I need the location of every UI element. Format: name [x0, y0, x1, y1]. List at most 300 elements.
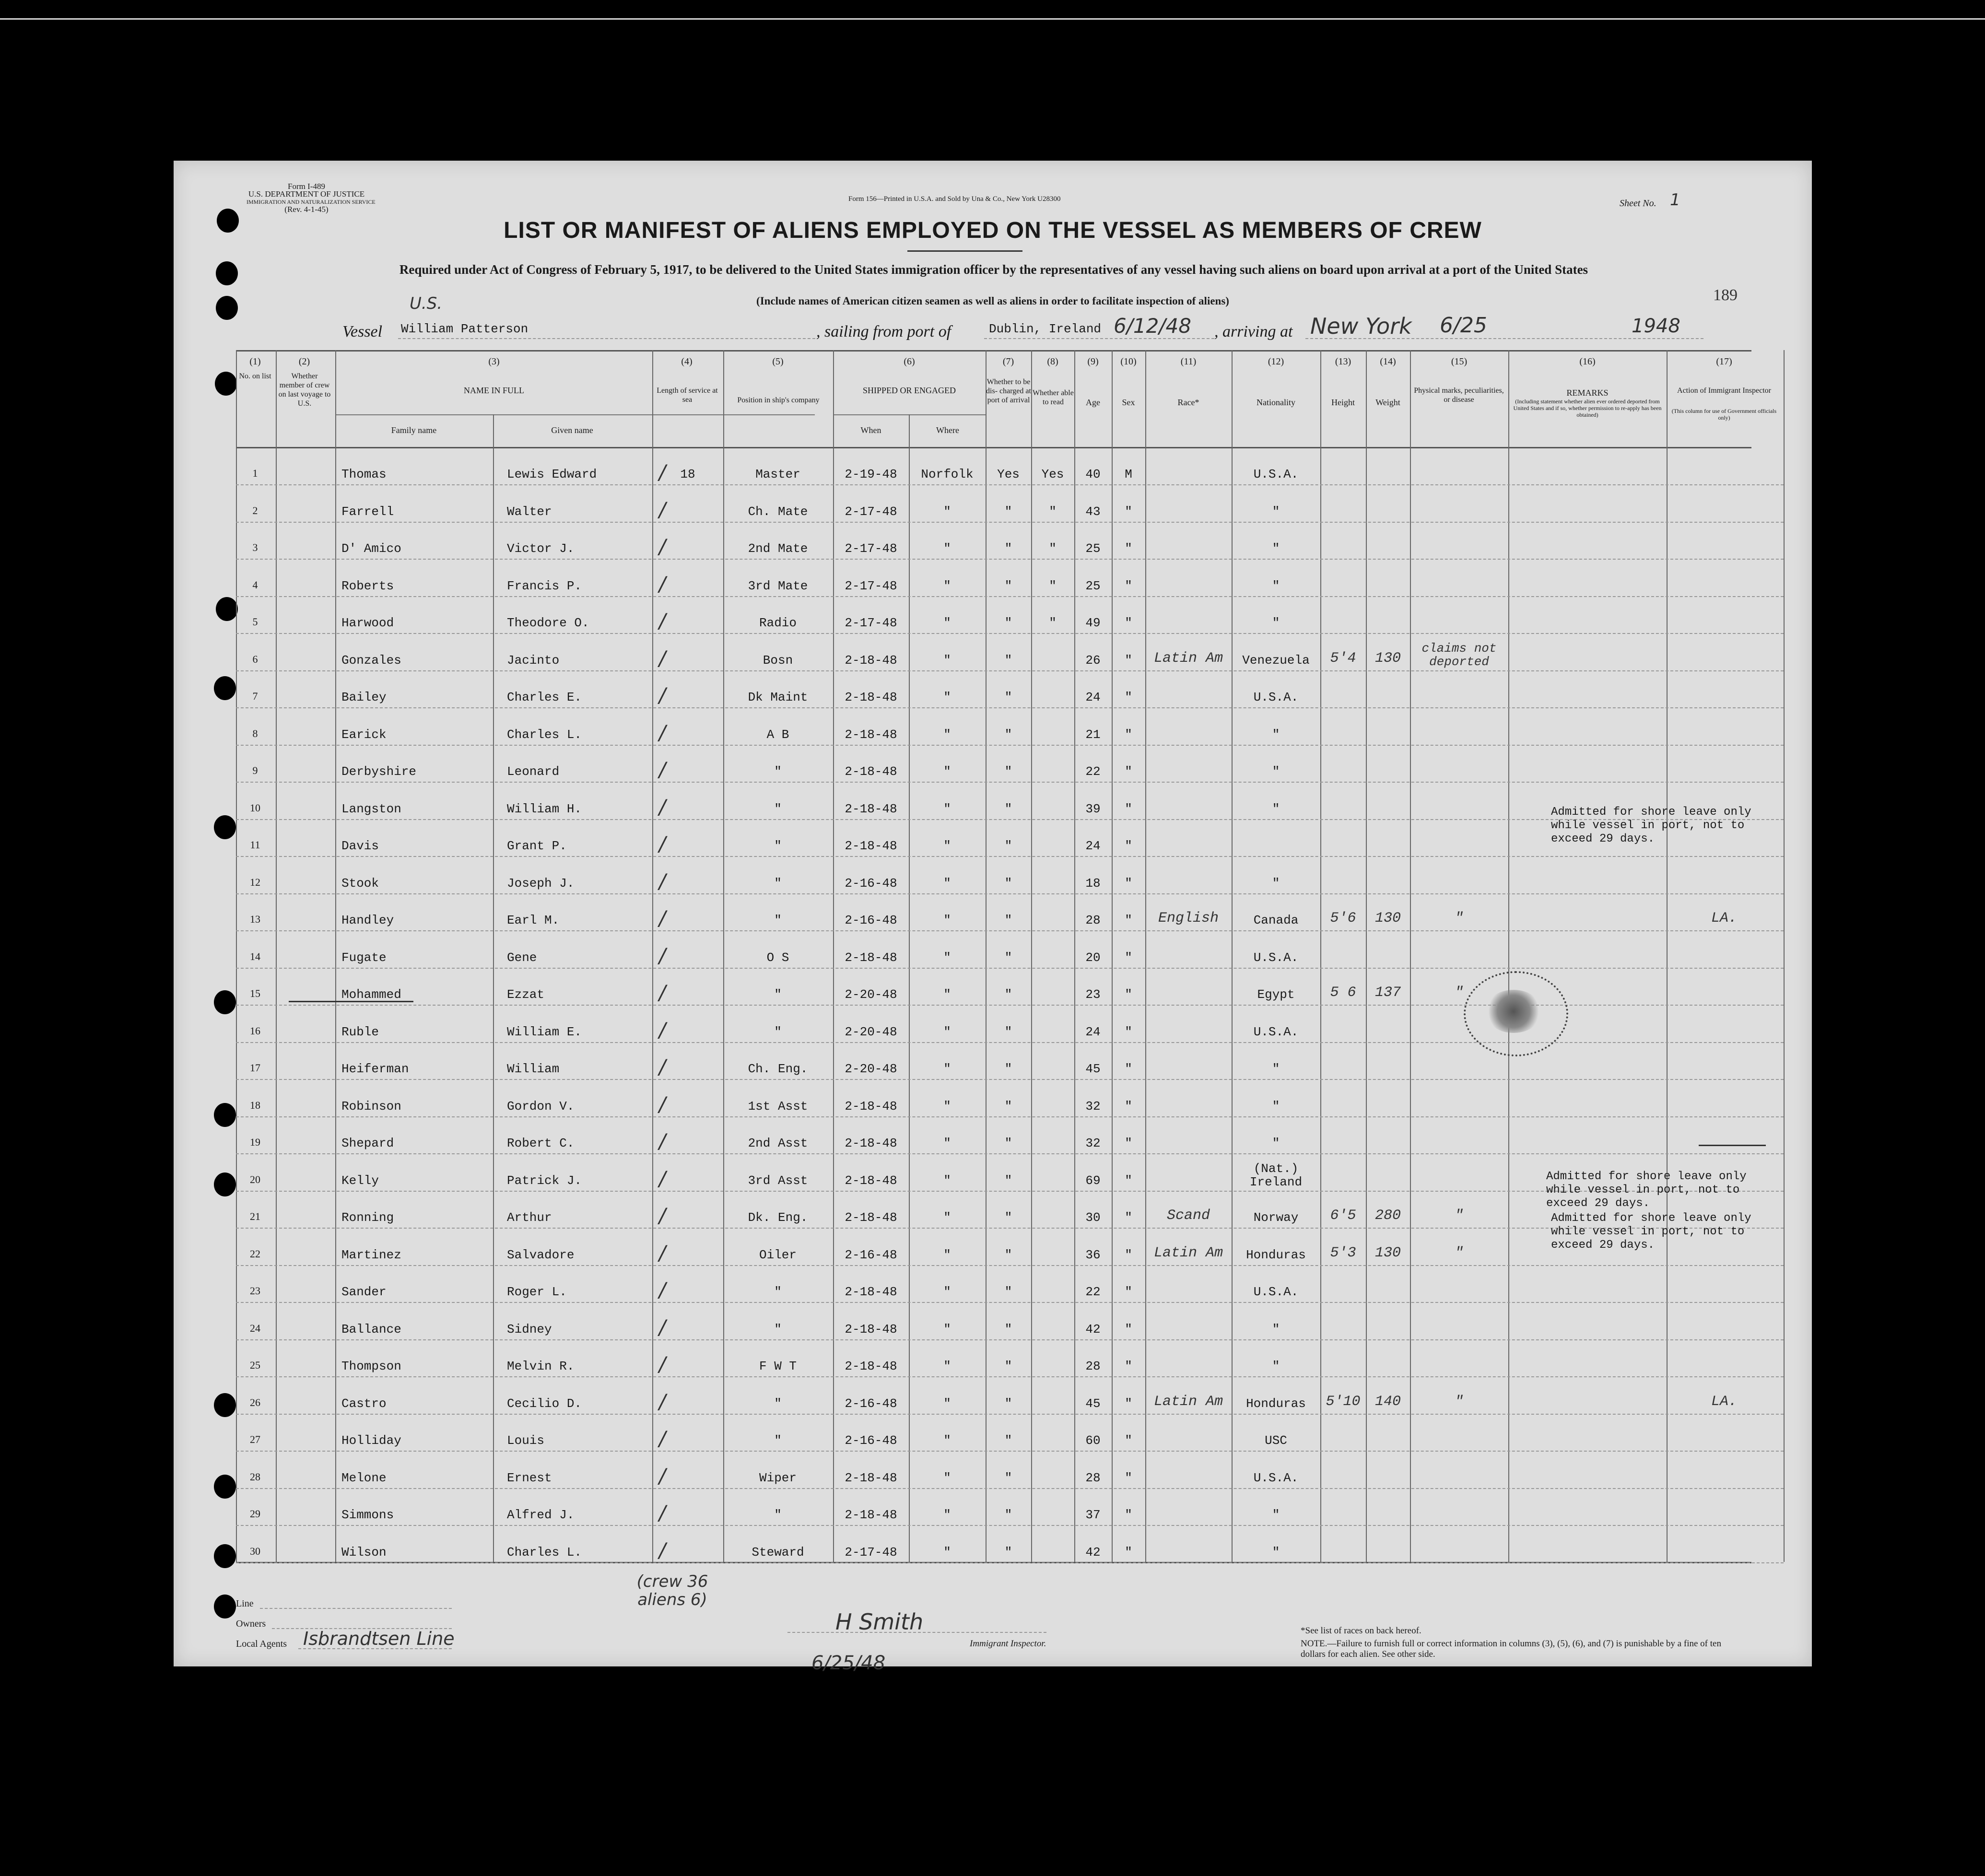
- discharged: ": [1004, 913, 1012, 927]
- row-number: 13: [250, 913, 260, 925]
- row-number: 7: [252, 690, 258, 702]
- family-name: Thomas: [341, 467, 387, 481]
- sex: ": [1125, 504, 1132, 519]
- nationality: ": [1272, 1359, 1280, 1373]
- col-num-5: (5): [772, 356, 784, 367]
- able-to-read: ": [1049, 504, 1057, 519]
- position: 1st Asst: [748, 1099, 808, 1114]
- given-name: Cecilio D.: [507, 1396, 582, 1411]
- position: ": [774, 913, 782, 927]
- nationality: USC: [1265, 1433, 1287, 1448]
- discharged: ": [1004, 616, 1012, 630]
- position: ": [774, 839, 782, 853]
- discharged: ": [1004, 578, 1012, 593]
- header-position: Position in ship's company: [737, 396, 820, 404]
- shipped-when: 2-18-48: [845, 653, 897, 668]
- discharged: ": [1004, 1062, 1012, 1076]
- column-divider: [493, 414, 494, 1562]
- discharged: ": [1004, 1545, 1012, 1559]
- header-able-read: Whether able to read: [1033, 389, 1074, 406]
- discharged: ": [1004, 1285, 1012, 1299]
- family-name: D' Amico: [341, 541, 401, 556]
- row-number: 19: [250, 1136, 260, 1148]
- height: 5'6: [1330, 910, 1356, 926]
- discharged: ": [1004, 1359, 1012, 1373]
- age: 30: [1085, 1210, 1101, 1225]
- row-divider: [236, 1451, 1784, 1452]
- position: ": [774, 1285, 782, 1299]
- row-divider: [236, 1153, 1784, 1154]
- nationality: ": [1272, 616, 1280, 630]
- family-name: Melone: [341, 1470, 387, 1485]
- family-name: Sander: [341, 1285, 387, 1299]
- age: 24: [1085, 1024, 1101, 1039]
- row-number: 15: [250, 987, 260, 999]
- check-slash: /: [659, 609, 666, 633]
- sex: ": [1125, 1285, 1132, 1299]
- discharged: ": [1004, 1433, 1012, 1448]
- check-slash: /: [659, 1204, 666, 1227]
- nationality: ": [1272, 541, 1280, 556]
- vessel-prefix: U.S.: [410, 294, 443, 313]
- family-name: Davis: [341, 839, 379, 853]
- nationality: Canada: [1253, 913, 1299, 927]
- col-num-11: (11): [1180, 356, 1197, 367]
- given-name: Arthur: [507, 1210, 552, 1225]
- family-name: Martinez: [341, 1247, 401, 1262]
- family-name: Ronning: [341, 1210, 394, 1225]
- col-num-4: (4): [681, 356, 693, 367]
- check-slash: /: [659, 646, 666, 670]
- position: Master: [755, 467, 800, 481]
- sex: ": [1125, 1136, 1132, 1150]
- shipped-when: 2-16-48: [845, 1396, 897, 1411]
- title-underline: [907, 250, 1022, 252]
- race: English: [1158, 910, 1219, 926]
- column-divider: [1784, 350, 1785, 1562]
- nationality: ": [1272, 727, 1280, 742]
- height: 5'4: [1330, 650, 1356, 667]
- row-divider: [236, 670, 1784, 671]
- row-divider: [236, 1414, 1784, 1415]
- shipped-when: 2-18-48: [845, 727, 897, 742]
- row-divider: [236, 522, 1784, 523]
- inspection-date: 6/25/48: [811, 1652, 886, 1674]
- nationality: Venezuela: [1242, 653, 1310, 668]
- row-divider: [236, 1339, 1784, 1340]
- family-name: Derbyshire: [341, 764, 417, 779]
- shipped-when: 2-18-48: [845, 1099, 897, 1114]
- position: 2nd Mate: [748, 541, 808, 556]
- discharged: ": [1004, 839, 1012, 853]
- shipped-where: ": [943, 913, 951, 927]
- given-name: Sidney: [507, 1322, 552, 1337]
- check-slash: /: [659, 1538, 666, 1562]
- age: 45: [1085, 1396, 1101, 1411]
- row-number: 10: [250, 801, 260, 814]
- weight: 280: [1374, 1208, 1401, 1224]
- height: 5 6: [1330, 985, 1356, 1001]
- shipped-where: ": [943, 541, 951, 556]
- shipped-where: ": [943, 1062, 951, 1076]
- col-num-6: (6): [904, 356, 915, 367]
- row-divider: [236, 893, 1784, 894]
- discharged: ": [1004, 876, 1012, 891]
- discharged: ": [1004, 950, 1012, 965]
- shipped-when: 2-16-48: [845, 1433, 897, 1448]
- sex: ": [1125, 1545, 1132, 1559]
- header-remarks-detail: (Including statement whether alien ever ordered deported from United States and if so, whether permission to re-apply has been obtained): [1513, 398, 1662, 418]
- given-name: Louis: [507, 1433, 545, 1448]
- col-num-15: (15): [1451, 356, 1468, 367]
- column-divider: [1366, 350, 1367, 1562]
- position: Dk. Eng.: [748, 1210, 808, 1225]
- discharged: ": [1004, 1173, 1012, 1188]
- shipped-when: 2-18-48: [845, 1508, 897, 1522]
- remarks-note-3: Admitted for shore leave only while vessel in port, not to exceed 29 days.: [1551, 1212, 1751, 1252]
- shipped-when: 2-18-48: [845, 950, 897, 965]
- nationality: ": [1272, 1545, 1280, 1559]
- vessel-name: William Patterson: [401, 322, 529, 336]
- age: 49: [1085, 616, 1101, 630]
- shipped-when: 2-17-48: [845, 1545, 897, 1559]
- row-divider: [236, 1488, 1784, 1489]
- page-number: 189: [1713, 286, 1738, 304]
- shipped-when: 2-20-48: [845, 1024, 897, 1039]
- given-name: Jacinto: [507, 653, 560, 668]
- nationality: Honduras: [1246, 1396, 1306, 1411]
- shipped-where: ": [943, 1210, 951, 1225]
- check-slash: /: [659, 1092, 666, 1116]
- header-length-service: Length of service at sea: [657, 387, 718, 404]
- check-slash: /: [659, 869, 666, 893]
- sex: ": [1125, 1433, 1132, 1448]
- shipped-when: 2-18-48: [845, 764, 897, 779]
- sex: ": [1125, 764, 1132, 779]
- agents-value: Isbrandtsen Line: [303, 1628, 455, 1649]
- punch-hole: [214, 676, 236, 700]
- shipped-when: 2-18-48: [845, 1322, 897, 1337]
- punch-hole: [214, 815, 236, 839]
- shipped-where: Norfolk: [921, 467, 974, 481]
- check-slash: /: [659, 1315, 666, 1339]
- row-number: 5: [252, 616, 258, 628]
- age: 28: [1085, 913, 1101, 927]
- check-slash: /: [659, 906, 666, 930]
- nationality: ": [1272, 1136, 1280, 1150]
- discharged: ": [1004, 1470, 1012, 1485]
- able-to-read: ": [1049, 616, 1057, 630]
- age: 26: [1085, 653, 1101, 668]
- physical-marks: ": [1455, 1244, 1464, 1261]
- age: 20: [1085, 950, 1101, 965]
- nationality: ": [1272, 764, 1280, 779]
- col-num-1: (1): [249, 356, 261, 367]
- row-divider: [236, 1265, 1784, 1266]
- check-slash: /: [659, 1389, 666, 1413]
- row-number: 20: [250, 1173, 260, 1185]
- row-number: 4: [252, 578, 258, 591]
- include-note: (Include names of American citizen seamen as well as aliens in order to facilitate inspection of aliens): [756, 295, 1229, 307]
- position: 3rd Mate: [748, 578, 808, 593]
- agents-label: Local Agents: [236, 1639, 287, 1649]
- family-name: Harwood: [341, 616, 394, 630]
- agents-underline: [298, 1648, 452, 1649]
- physical-marks: claims not deported: [1421, 641, 1497, 669]
- arrival-date: 6/25: [1440, 313, 1487, 338]
- given-name: Charles L.: [507, 727, 582, 742]
- sex: ": [1125, 987, 1132, 1002]
- table-top-border: [236, 350, 1751, 352]
- sex: ": [1125, 1322, 1132, 1337]
- age: 25: [1085, 541, 1101, 556]
- position: ": [774, 1433, 782, 1448]
- column-divider: [1320, 350, 1321, 1562]
- family-name: Kelly: [341, 1173, 379, 1188]
- header-no-on-list: No. on list: [239, 372, 271, 380]
- given-name: Lewis Edward: [507, 467, 597, 481]
- remarks-note-2: Admitted for shore leave only while vessel in port, not to exceed 29 days.: [1546, 1170, 1747, 1210]
- punch-hole: [214, 990, 236, 1014]
- check-slash: /: [659, 1464, 666, 1488]
- position: F W T: [759, 1359, 797, 1373]
- family-name: Simmons: [341, 1508, 394, 1522]
- row-number: 17: [250, 1062, 260, 1074]
- shipped-when: 2-18-48: [845, 1285, 897, 1299]
- shipped-where: ": [943, 1285, 951, 1299]
- header-action: Action of Immigrant Inspector: [1677, 387, 1771, 395]
- nationality: ": [1272, 1099, 1280, 1114]
- check-slash: /: [659, 943, 666, 967]
- physical-marks: ": [1455, 910, 1464, 926]
- shipped-when: 2-18-48: [845, 839, 897, 853]
- discharged: ": [1004, 1247, 1012, 1262]
- discharged: ": [1004, 690, 1012, 704]
- row-number: 23: [250, 1285, 260, 1297]
- position: ": [774, 876, 782, 891]
- header-sex: Sex: [1122, 398, 1135, 407]
- check-slash: /: [659, 758, 666, 781]
- position: Ch. Mate: [748, 504, 808, 519]
- shipped-where: ": [943, 653, 951, 668]
- shipped-where: ": [943, 876, 951, 891]
- row-divider: [236, 559, 1784, 560]
- shipped-where: ": [943, 1396, 951, 1411]
- sex: ": [1125, 1210, 1132, 1225]
- given-name: Salvadore: [507, 1247, 575, 1262]
- family-name: Langston: [341, 801, 401, 816]
- shipped-when: 2-20-48: [845, 987, 897, 1002]
- discharged: ": [1004, 541, 1012, 556]
- position: O S: [766, 950, 789, 965]
- line-label: Line: [236, 1598, 254, 1609]
- position: ": [774, 987, 782, 1002]
- header-family-name: Family name: [391, 425, 437, 435]
- punch-hole: [215, 372, 237, 396]
- position: 3rd Asst: [748, 1173, 808, 1188]
- scan-border-line: [0, 18, 1985, 20]
- nationality: ": [1272, 1062, 1280, 1076]
- shipped-when: 2-18-48: [845, 1210, 897, 1225]
- shipped-where: ": [943, 690, 951, 704]
- family-name: Heiferman: [341, 1062, 409, 1076]
- sex: ": [1125, 913, 1132, 927]
- fine-note: NOTE.—Failure to furnish full or correct information in columns (3), (5), (6), and (7) is punishable by a fine of ten dollars for each alien. See other side.: [1301, 1639, 1721, 1659]
- nationality: (Nat.) Ireland: [1249, 1161, 1303, 1189]
- sex: ": [1125, 1396, 1132, 1411]
- check-slash: /: [659, 1501, 666, 1524]
- given-name: Leonard: [507, 764, 560, 779]
- column-divider: [1508, 350, 1509, 1562]
- check-slash: /: [659, 497, 666, 521]
- age: 22: [1085, 1285, 1101, 1299]
- check-slash: /: [659, 720, 666, 744]
- position: ": [774, 1322, 782, 1337]
- family-name: Holliday: [341, 1433, 401, 1448]
- sheet-label: Sheet No.: [1620, 198, 1656, 209]
- col-num-17: (17): [1716, 356, 1732, 367]
- age: 42: [1085, 1545, 1101, 1559]
- shipped-when: 2-18-48: [845, 1470, 897, 1485]
- sailing-label: , sailing from port of: [816, 323, 951, 340]
- punch-hole: [214, 1595, 236, 1618]
- header-given-name: Given name: [551, 425, 593, 435]
- arrival-port: New York: [1310, 313, 1412, 339]
- header-shipped: SHIPPED OR ENGAGED: [862, 386, 956, 395]
- col-num-3: (3): [488, 356, 500, 367]
- shipped-where: ": [943, 1359, 951, 1373]
- shipped-where: ": [943, 616, 951, 630]
- row-number: 24: [250, 1322, 260, 1334]
- shipped-when: 2-18-48: [845, 1173, 897, 1188]
- age: 45: [1085, 1062, 1101, 1076]
- shipped-where: ": [943, 1470, 951, 1485]
- discharged: ": [1004, 1396, 1012, 1411]
- given-name: Charles L.: [507, 1545, 582, 1559]
- row-number: 12: [250, 876, 260, 888]
- row-divider: [236, 745, 1784, 746]
- given-name: William: [507, 1062, 560, 1076]
- sex: ": [1125, 801, 1132, 816]
- header-when: When: [860, 425, 881, 435]
- family-name: Thompson: [341, 1359, 401, 1373]
- sex: ": [1125, 1024, 1132, 1039]
- row-divider: [236, 1376, 1784, 1377]
- nationality: U.S.A.: [1253, 1024, 1299, 1039]
- check-slash: /: [659, 1427, 666, 1450]
- check-slash: /: [659, 981, 666, 1004]
- row-number: 30: [250, 1545, 260, 1557]
- given-name: Patrick J.: [507, 1173, 582, 1188]
- given-name: Victor J.: [507, 541, 575, 556]
- age: 28: [1085, 1359, 1101, 1373]
- row-number: 29: [250, 1508, 260, 1520]
- row-number: 9: [252, 764, 258, 776]
- shipped-where: ": [943, 1099, 951, 1114]
- discharged: ": [1004, 1136, 1012, 1150]
- header-race: Race*: [1177, 398, 1199, 407]
- age: 60: [1085, 1433, 1101, 1448]
- nationality: ": [1272, 504, 1280, 519]
- position: Oiler: [759, 1247, 797, 1262]
- age: 37: [1085, 1508, 1101, 1522]
- sex: ": [1125, 1247, 1132, 1262]
- punch-hole: [214, 1172, 236, 1196]
- shipped-when: 2-17-48: [845, 578, 897, 593]
- given-name: Melvin R.: [507, 1359, 575, 1373]
- shipped-when: 2-18-48: [845, 1136, 897, 1150]
- shipped-when: 2-20-48: [845, 1062, 897, 1076]
- able-to-read: ": [1049, 578, 1057, 593]
- row-number: 18: [250, 1099, 260, 1111]
- nationality: U.S.A.: [1253, 467, 1299, 481]
- sex: ": [1125, 653, 1132, 668]
- nationality: ": [1272, 1322, 1280, 1337]
- check-slash: /: [659, 1055, 666, 1079]
- race: Scand: [1166, 1208, 1210, 1224]
- shipped-when: 2-18-48: [845, 690, 897, 704]
- sex: M: [1125, 467, 1132, 481]
- discharged: ": [1004, 653, 1012, 668]
- weight: 130: [1374, 910, 1401, 926]
- family-name: Wilson: [341, 1545, 387, 1559]
- column-divider: [276, 350, 277, 1562]
- family-name: Roberts: [341, 578, 394, 593]
- row-number: 26: [250, 1396, 260, 1408]
- given-name: William H.: [507, 801, 582, 816]
- check-slash: /: [659, 1166, 666, 1190]
- shipped-where: ": [943, 1433, 951, 1448]
- shipped-where: ": [943, 950, 951, 965]
- height: 5'10: [1326, 1393, 1361, 1410]
- row-number: 27: [250, 1433, 260, 1445]
- header-name-in-full: NAME IN FULL: [464, 386, 524, 395]
- nationality: Honduras: [1246, 1247, 1306, 1262]
- row-divider: [236, 782, 1784, 783]
- check-slash: /: [659, 1018, 666, 1042]
- given-name: Ernest: [507, 1470, 552, 1485]
- age: 21: [1085, 727, 1101, 742]
- row-divider: [236, 484, 1784, 485]
- discharged: ": [1004, 1508, 1012, 1522]
- inspector-action: LA.: [1711, 1393, 1737, 1410]
- shipped-when: 2-17-48: [845, 541, 897, 556]
- shipped-where: ": [943, 1173, 951, 1188]
- given-name: Francis P.: [507, 578, 582, 593]
- age: 39: [1085, 801, 1101, 816]
- age: 69: [1085, 1173, 1101, 1188]
- able-to-read: Yes: [1041, 467, 1064, 481]
- age: 25: [1085, 578, 1101, 593]
- col-num-8: (8): [1047, 356, 1058, 367]
- shipped-where: ": [943, 1545, 951, 1559]
- column-divider: [1145, 350, 1146, 1562]
- sex: ": [1125, 950, 1132, 965]
- race: Latin Am: [1153, 1244, 1223, 1261]
- header-bottom-border: [236, 447, 1751, 448]
- remarks-note-1: Admitted for shore leave only while vessel in port, not to exceed 29 days.: [1551, 806, 1751, 845]
- header-weight: Weight: [1375, 398, 1400, 407]
- position: Bosn: [763, 653, 793, 668]
- shipped-when: 2-16-48: [845, 876, 897, 891]
- col-num-9: (9): [1087, 356, 1099, 367]
- sex: ": [1125, 876, 1132, 891]
- column-divider: [1031, 350, 1032, 1562]
- weight: 140: [1374, 1393, 1401, 1410]
- shipped-when: 2-19-48: [845, 467, 897, 481]
- row-divider: [236, 1525, 1784, 1526]
- arriving-label: , arriving at: [1214, 323, 1293, 340]
